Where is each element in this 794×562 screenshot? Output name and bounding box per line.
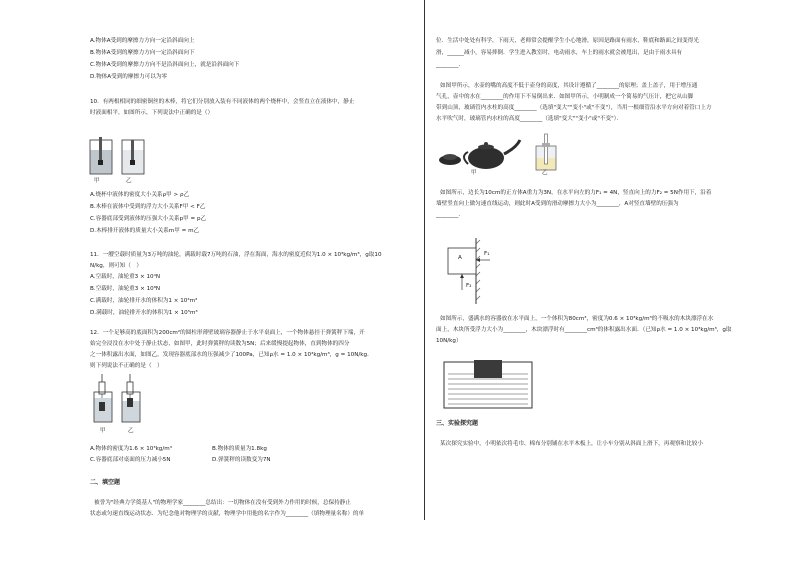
- q10-stem-line2: 时液面相平，如图所示，下列说法中正确的是（）: [90, 110, 214, 116]
- fig1-label-yi: 乙: [542, 170, 548, 176]
- floating-block-figure: [440, 352, 540, 412]
- q12-figure: [92, 374, 148, 430]
- q12-fig-label-yi: 乙: [128, 428, 134, 434]
- column-divider: [424, 0, 425, 520]
- q9-option-c: C.物体A受到的摩擦力方向不是沿斜面向上，就是沿斜面向下: [90, 62, 240, 68]
- q11-stem-line2: N/kg，则可知（ ）: [90, 263, 143, 269]
- p2-line4: 水平吹气时，玻璃管内水柱的高度________（选填"变大""变小"或"不变"）．: [436, 116, 623, 122]
- teapot-barometer-figure: [436, 132, 586, 174]
- q10-figure: [88, 136, 150, 184]
- q9-option-a: A.物体A受到的摩擦力方向一定沿斜面向上: [90, 38, 195, 44]
- p1-line3: ________．: [436, 62, 464, 68]
- q12-fig-label-jia: 甲: [100, 428, 106, 434]
- q11-stem-line1: 11．一艘空载时质量为3万吨的油轮，满载时载7万吨的石油，浮在海面，海水的密度近似为1.0 × 10³kg/m³，g取10: [90, 252, 382, 258]
- q9-option-d: D.物体A受到的摩擦力可以为零: [90, 74, 168, 80]
- q10-fig-label-jia: 甲: [94, 178, 100, 184]
- p4-line1: 如图所示，盛满水的容器放在水平面上，一个体积为80cm³，密度为0.6 × 10³kg/m³的不吸水的木块漂浮在水: [440, 316, 714, 322]
- q12-option-c: C.容器底部对桌面的压力减小5N: [90, 457, 171, 463]
- p1-line1: 位．生活中处处有科学，下雨天，老师常会提醒学生小心地滑，原因是路面有雨水，鞋底和路面之间变得光: [436, 38, 699, 44]
- section-fill-in-heading: 二、填空题: [90, 479, 121, 486]
- p3-line1: 如图所示，边长为10cm的正方体A重力为3N，在水平向左的力F₁ = 4N，竖直向上的力F₂ = 5N作用下，沿着: [440, 190, 712, 196]
- p3-line3: ________．: [436, 212, 464, 218]
- q12-option-b: B.物体的质量为1.8kg: [212, 446, 267, 452]
- p4-line3: 10N/kg）: [436, 338, 462, 344]
- q12-option-d: D.弹簧秤的读数变为7N: [212, 457, 271, 463]
- p5-line1: 某次探究实验中，小明依次将毛巾、棉布分别铺在水平木板上，让小车分别从斜面上滑下，再观察和比较小: [440, 441, 703, 447]
- force-f2-label: F₂: [466, 283, 472, 289]
- p1-line2: 滑，______减小，容易摔倒．学生进入教室时，电动雨水，车上的雨水就会被甩出，是由于雨水具有: [436, 50, 683, 56]
- section-experiment-heading: 三、实验探究题: [436, 420, 479, 427]
- p4-line2: 面上，木块所受浮力大小为________，木块漂浮时有________cm³的体积露出水面．（已知ρ水 = 1.0 × 10³kg/m³，g取: [436, 327, 732, 333]
- fill1-line1: 被誉为"经典力学奠基人"的物理学家________总结出：一切物体在没有受到外力作用的时候，总保持静止: [94, 500, 351, 506]
- q10-option-a: A.烧杯中液体的密度大小关系ρ甲 > ρ乙: [90, 192, 190, 198]
- p2-line3: 带到山顶，玻璃管内水柱的高度________（选填"变大""变小"或"不变"），当用一根细管沿水平方向对着管口上方: [436, 105, 712, 111]
- q10-stem-line1: 10．有两根相同的细密铜丝的木棒，将它们分别放入装有不同液体的两个烧杯中，会竖直立在液体中，静止: [90, 99, 355, 105]
- q9-option-b: B.物体A受到的摩擦力方向一定沿斜面向下: [90, 50, 195, 56]
- force-f1-label: F₁: [484, 251, 490, 257]
- q12-stem-line3: 之一体积露出水面，如图乙，发现容器底部水的压强减少了100Pa，已知ρ水 = 1.0 × 10³kg/m³，g = 10N/kg．: [90, 352, 373, 358]
- q11-option-a: A.空载时，油轮重3 × 10⁴N: [90, 274, 161, 280]
- q12-stem-line4: 则下列说法不正确的是（ ）: [90, 363, 163, 369]
- q12-option-a: A.物体的密度为1.6 × 10³kg/m³: [90, 446, 172, 452]
- q12-stem-line1: 12．一个足够高的底面积为200cm²的圆柱形薄壁玻璃容器静止于水平桌面上，一个物体悬挂于弹簧秤下端，开: [90, 330, 365, 336]
- q11-option-c: C.满载时，油轮排开水的体积为1 × 10⁴m³: [90, 298, 198, 304]
- wall-block-figure: [436, 236, 506, 306]
- q10-option-b: B.木棒在液体中受到的浮力大小关系F甲 < F乙: [90, 204, 206, 210]
- wall-block-label: A: [458, 255, 462, 261]
- p3-line2: 墙壁竖直向上做匀速直线运动，则此时A受到的滑动摩擦力大小为________，A对竖直墙壁的压强为: [436, 201, 679, 207]
- q10-option-d: D.木棒排开液体的质量大小关系m甲 = m乙: [90, 228, 200, 234]
- q12-stem-line2: 始完全浸没在水中处于静止状态，如图甲，此时弹簧秤的读数为5N；后来缓慢提起物体，直到物体的四分: [90, 341, 350, 347]
- p2-line1: 如图甲所示，水壶的嘴的高度不低于壶身的高度，其设计遵循了________的原理；盖上盖子，用于增压通: [440, 83, 698, 89]
- fill1-line2: 状态或匀速直线运动状态．为纪念他对物理学的贡献，物理学中用他的名字作为________（填物理量名称）的单: [90, 511, 365, 517]
- q10-option-c: C.容器底部受到液体的压强大小关系p甲 = p乙: [90, 216, 207, 222]
- q10-fig-label-yi: 乙: [126, 178, 132, 184]
- q11-option-b: B.空载时，油轮重3 × 10⁸N: [90, 286, 161, 292]
- right-column: [426, 0, 794, 562]
- p2-line2: 气孔，壶中的水在________的作用下不易倒出来．如图甲所示，小明制成一个简易的气压计，把它从山脚: [436, 94, 694, 100]
- fig1-label-jia: 甲: [471, 170, 477, 176]
- q11-option-d: D.满载时，油轮排开水的体积为1 × 10⁵m³: [90, 310, 198, 316]
